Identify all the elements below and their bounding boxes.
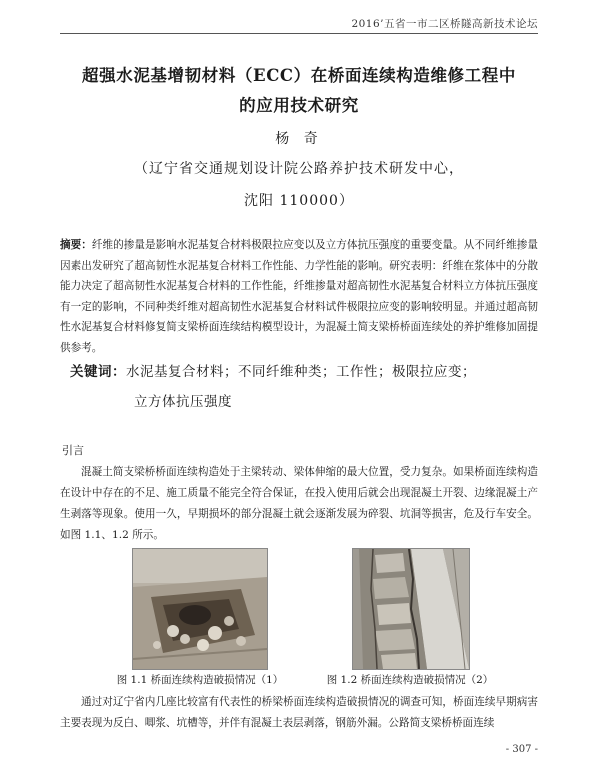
affiliation-line-2: 沈阳 110000）: [244, 193, 354, 209]
abstract-text: 纤维的掺量是影响水泥基复合材料极限拉应变以及立方体抗压强度的重要变量。从不同纤维掺量因素出发研究了超高韧性水泥基复合材料工作性能、力学性能的影响。研究表明：纤维在浆体中的分散能力决定了超高韧性水泥基复合材料的工作性能，纤维掺量对超高韧性水泥基复合材料立方体抗压强度有一定的影响，不同种类纤维对超高韧性水泥基复合材料试件极限拉应变的影响较明显。并通过超高韧性水泥基复合材料修复简支梁桥面连续结构模型设计，为混凝土简支梁桥桥面连续处的养护维修加固提供参考。: [60, 239, 539, 354]
body-paragraph-1: 混凝土简支梁桥桥面连续构造处于主梁转动、梁体伸缩的最大位置，受力复杂。如果桥面连续构造在设计中存在的不足、施工质量不能完全符合保证，在投入使用后就会出现混凝土开裂、边缘混凝土产生剥落等现象。使用一久，早期损坏的部分混凝土就会逐渐发展为碎裂、坑洞等损害，危及行车安全。如图 1.1、1.2 所示。: [60, 466, 538, 541]
keywords-line-2: 立方体抗压强度: [134, 394, 232, 410]
section-heading-intro: 引言: [62, 444, 84, 457]
paper-title-line-1: 超强水泥基增韧材料（ECC）在桥面连续构造维修工程中: [82, 66, 516, 85]
abstract-label: 摘要：: [60, 239, 92, 251]
running-header: 2016’五省一市二区桥隧高新技术论坛: [351, 18, 538, 30]
cracked-joint-image: [353, 549, 469, 669]
keywords-line-1: [70, 360, 540, 380]
paper-title-line-2: 的应用技术研究: [239, 96, 359, 115]
keywords-label: 关键词：: [70, 364, 126, 380]
figure-1-2-photo: [352, 548, 470, 670]
header-rule: [60, 33, 538, 34]
keywords-text-1: 水泥基复合材料；不同纤维种类；工作性；极限拉应变；: [126, 364, 476, 380]
body-paragraph-2: 通过对辽宁省内几座比较富有代表性的桥梁桥面连续构造破损情况的调查可知，桥面连续早期病害主要表现为反白、唧浆、坑槽等，并伴有混凝土表层剥落，钢筋外漏。公路简支梁桥桥面连续: [60, 696, 538, 729]
figure-1-2-caption: 图 1.2 桥面连续构造破损情况（2）: [326, 674, 494, 686]
figure-1-1-photo: [132, 548, 268, 670]
abstract: [60, 235, 538, 358]
author-name: 杨 奇: [275, 131, 323, 147]
affiliation-line-1: （辽宁省交通规划设计院公路养护技术研发中心，: [134, 161, 464, 177]
figure-1-1-caption: 图 1.1 桥面连续构造破损情况（1）: [116, 674, 284, 686]
page-number: - 307 -: [505, 744, 538, 755]
damaged-deck-image: [133, 549, 267, 669]
